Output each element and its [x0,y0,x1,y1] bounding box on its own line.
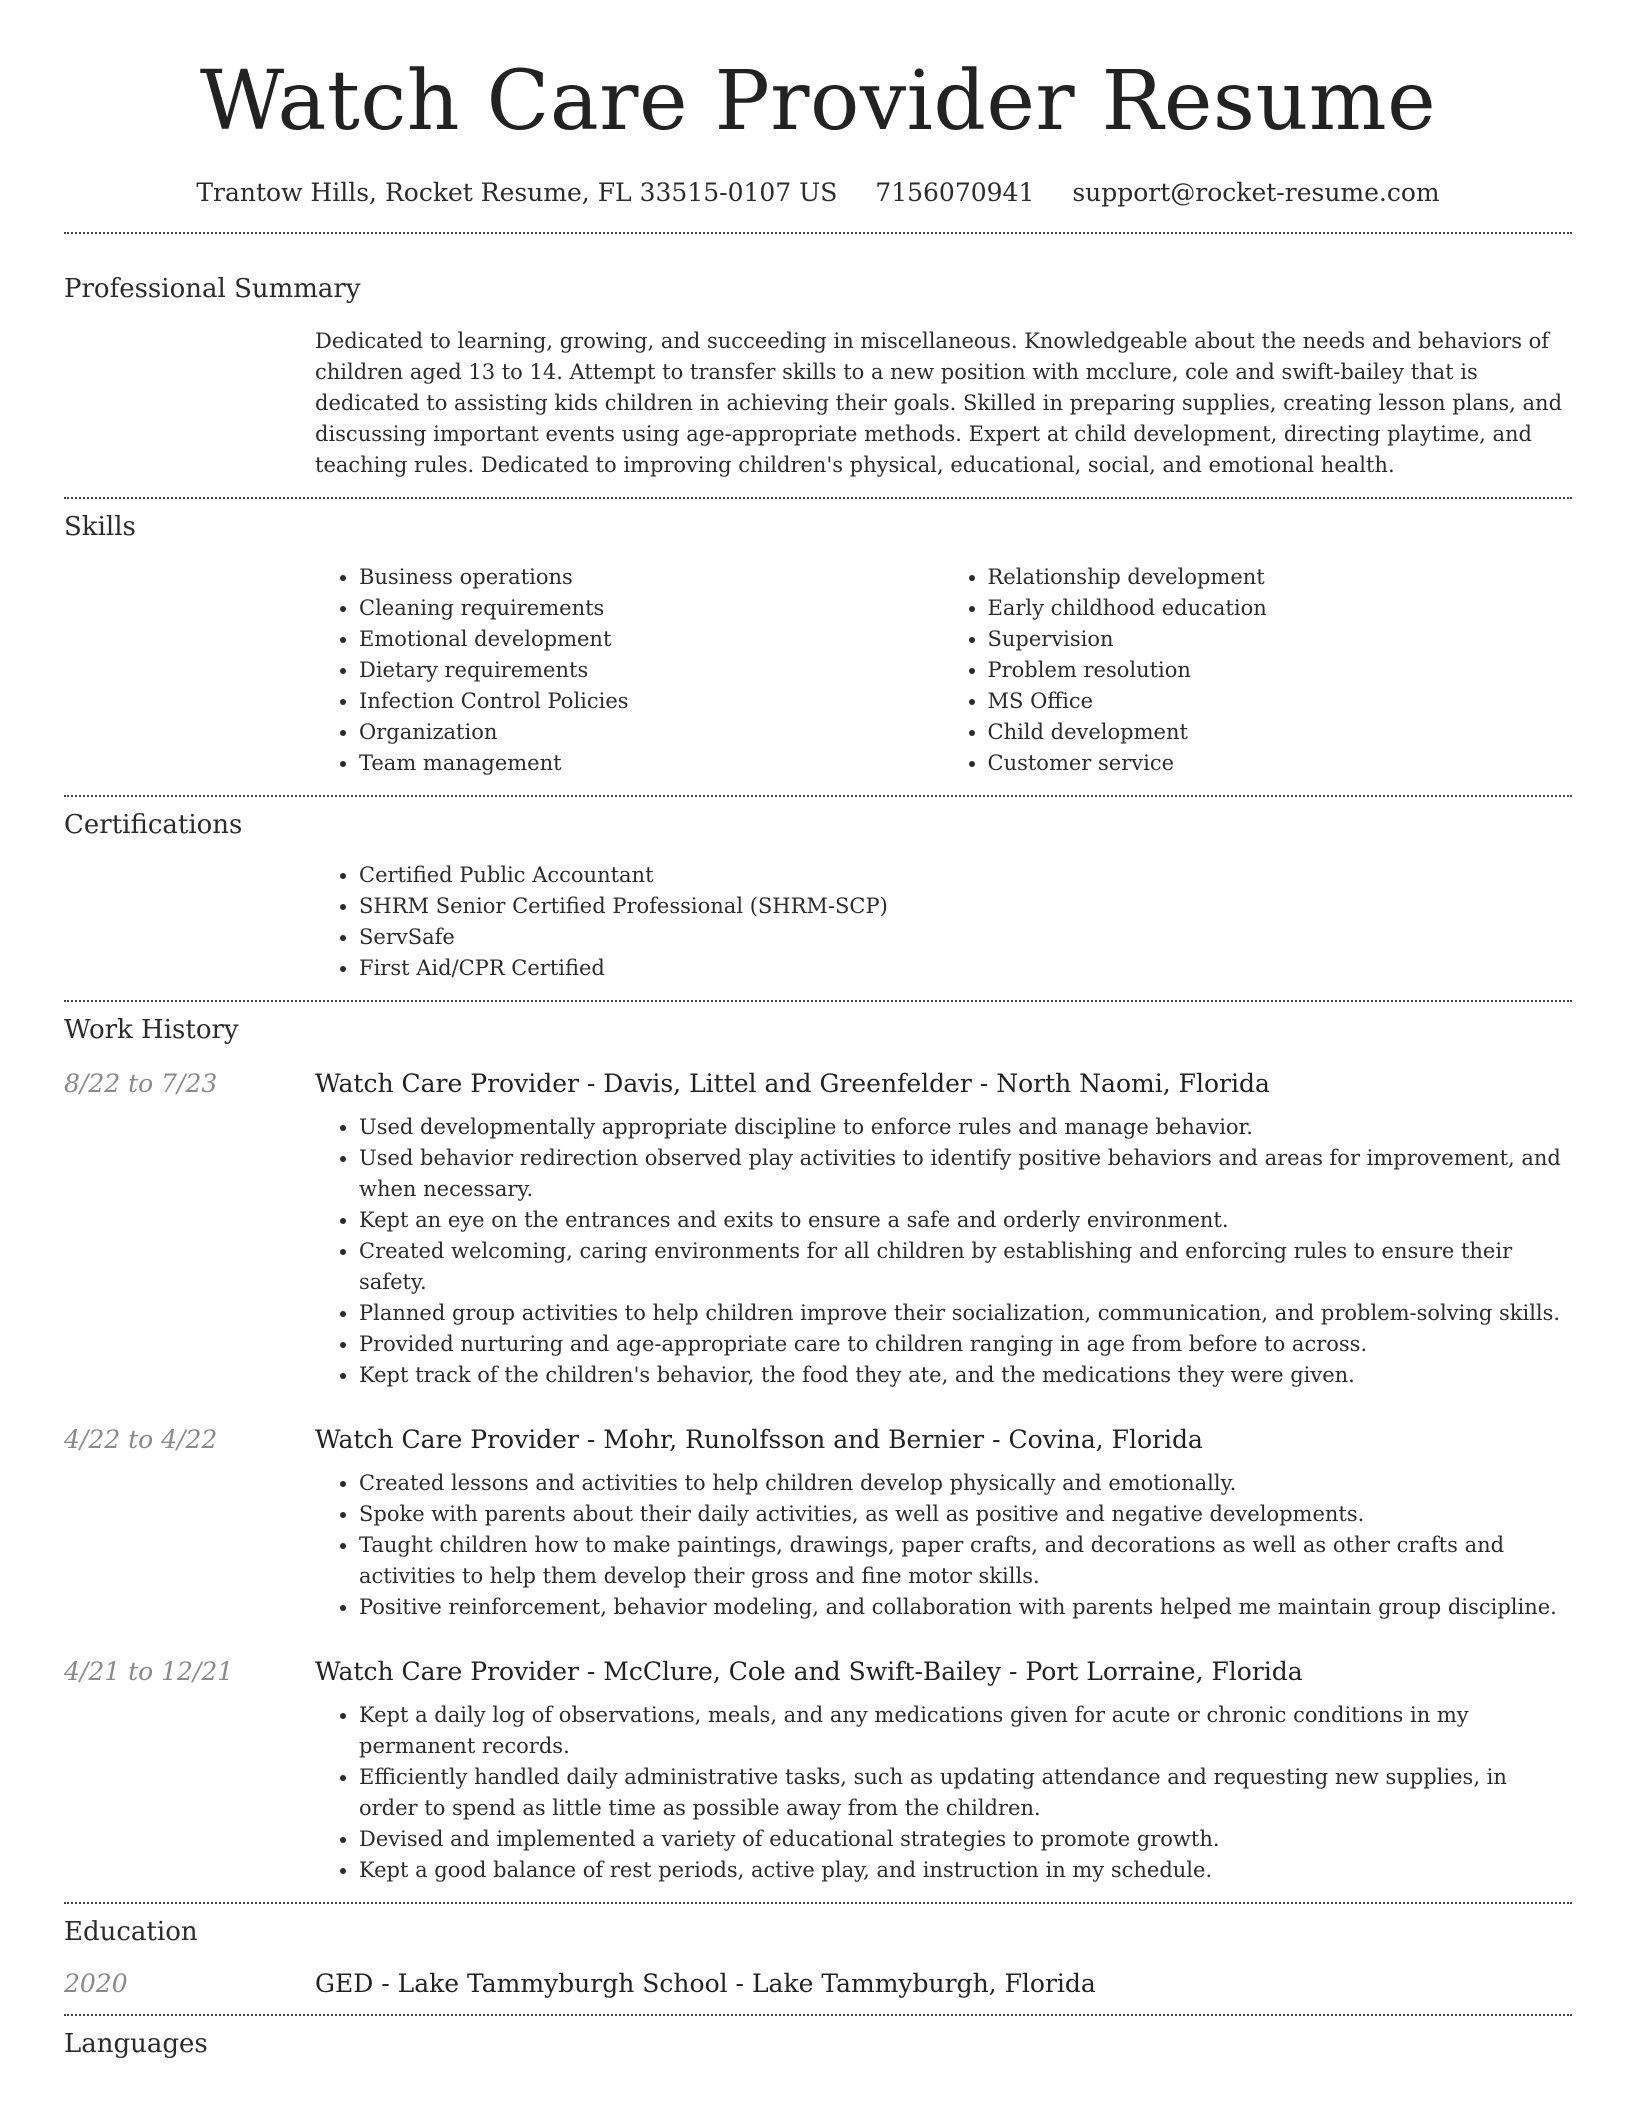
skills-heading: Skills [64,512,136,542]
job-bullets [315,1112,1572,1391]
resume-title: Watch Care Provider Resume [199,54,1437,149]
job-date: 4/21 to 12/21 [64,1657,234,1686]
skills-list-right [944,562,1573,779]
certifications-heading: Certifications [64,810,243,840]
skill-item: • Infection Control Policies [359,686,944,717]
divider [64,2014,1572,2016]
skill-item: • Organization [359,717,944,748]
job-entry [64,1069,1572,1391]
work-history-heading: Work History [64,1015,239,1045]
job-title: Watch Care Provider - Mohr, Runolfsson and Bernier - Covina, Florida [315,1425,1203,1454]
divider [64,1902,1572,1904]
skill-item: • Supervision [988,624,1573,655]
certifications-list [315,860,1572,984]
skill-item: • Customer service [988,748,1573,779]
skill-item: • MS Office [988,686,1573,717]
certification-item: • Certified Public Accountant [359,860,1572,891]
skill-item: • Emotional development [359,624,944,655]
job-bullet: • Spoke with parents about their daily activities, as well as positive and negative developments. [359,1499,1572,1530]
resume-page [64,0,1572,2061]
divider [64,497,1572,499]
address-text: Trantow Hills, Rocket Resume, FL 33515-0107 US [196,178,838,207]
skills-list-left [315,562,944,779]
education-heading: Education [64,1917,198,1947]
skill-item: • Child development [988,717,1573,748]
certification-item: • ServSafe [359,922,1572,953]
job-bullets [315,1468,1572,1623]
skill-item: • Relationship development [988,562,1573,593]
education-entry [64,1969,1572,1998]
skill-item: • Dietary requirements [359,655,944,686]
skill-item: • Cleaning requirements [359,593,944,624]
languages-heading: Languages [64,2029,208,2059]
job-bullet: • Kept track of the children's behavior, the food they ate, and the medications they were given. [359,1360,1572,1391]
divider [64,232,1572,234]
divider [64,795,1572,797]
job-bullet: • Kept an eye on the entrances and exits to ensure a safe and orderly environment. [359,1205,1572,1236]
skill-item: • Business operations [359,562,944,593]
contact-line [64,176,1572,210]
job-bullet: • Created welcoming, caring environments for all children by establishing and enforcing rules to ensure their safety. [359,1236,1572,1298]
job-bullet: • Taught children how to make paintings, drawings, paper crafts, and decorations as well as other crafts and activities to help them develop their gross and fine motor skills. [359,1530,1572,1592]
education-date: 2020 [64,1969,128,1998]
skill-item: • Problem resolution [988,655,1573,686]
summary-text: Dedicated to learning, growing, and succeeding in miscellaneous. Knowledgeable about the needs and behaviors of children aged 13 to 14. Attempt to transfer skills to a new position with mcclure, cole and swift-bailey that is dedicated to assisting kids children in achieving their goals. Skilled in preparing supplies, creating lesson plans, and discussing important events using age-appropriate methods. Expert at child development, directing playtime, and teaching rules. Dedicated to improving children's physical, educational, social, and emotional health. [315,329,1563,477]
skill-item: • Team management [359,748,944,779]
certification-item: • SHRM Senior Certified Professional (SHRM-SCP) [359,891,1572,922]
job-title: Watch Care Provider - McClure, Cole and Swift-Bailey - Port Lorraine, Florida [315,1657,1303,1686]
skill-item: • Early childhood education [988,593,1573,624]
job-entry [64,1425,1572,1623]
job-bullet: • Kept a daily log of observations, meals, and any medications given for acute or chronic conditions in my permanent records. [359,1700,1572,1762]
email-text: support@rocket-resume.com [1072,178,1440,207]
job-bullet: • Positive reinforcement, behavior modeling, and collaboration with parents helped me maintain group discipline. [359,1592,1572,1623]
phone-text: 7156070941 [875,178,1035,207]
job-bullet: • Provided nurturing and age-appropriate care to children ranging in age from before to across. [359,1329,1572,1360]
job-title: Watch Care Provider - Davis, Littel and Greenfelder - North Naomi, Florida [315,1069,1270,1098]
job-bullet: • Created lessons and activities to help children develop physically and emotionally. [359,1468,1572,1499]
job-date: 8/22 to 7/23 [64,1069,218,1098]
job-date: 4/22 to 4/22 [64,1425,218,1454]
job-bullet: • Used developmentally appropriate discipline to enforce rules and manage behavior. [359,1112,1572,1143]
certification-item: • First Aid/CPR Certified [359,953,1572,984]
education-title: GED - Lake Tammyburgh School - Lake Tammyburgh, Florida [315,1969,1096,1998]
job-bullet: • Devised and implemented a variety of educational strategies to promote growth. [359,1824,1572,1855]
job-bullet: • Planned group activities to help children improve their socialization, communication, and problem-solving skills. [359,1298,1572,1329]
job-bullet: • Kept a good balance of rest periods, active play, and instruction in my schedule. [359,1855,1572,1886]
divider [64,1000,1572,1002]
job-header [64,1657,1572,1686]
job-header [64,1425,1572,1454]
job-header [64,1069,1572,1098]
job-entry [64,1657,1572,1886]
job-bullet: • Used behavior redirection observed play activities to identify positive behaviors and areas for improvement, and when necessary. [359,1143,1572,1205]
job-bullet: • Efficiently handled daily administrative tasks, such as updating attendance and requesting new supplies, in order to spend as little time as possible away from the children. [359,1762,1572,1824]
skills-grid [315,562,1572,779]
summary-heading: Professional Summary [64,274,361,304]
job-bullets [315,1700,1572,1886]
